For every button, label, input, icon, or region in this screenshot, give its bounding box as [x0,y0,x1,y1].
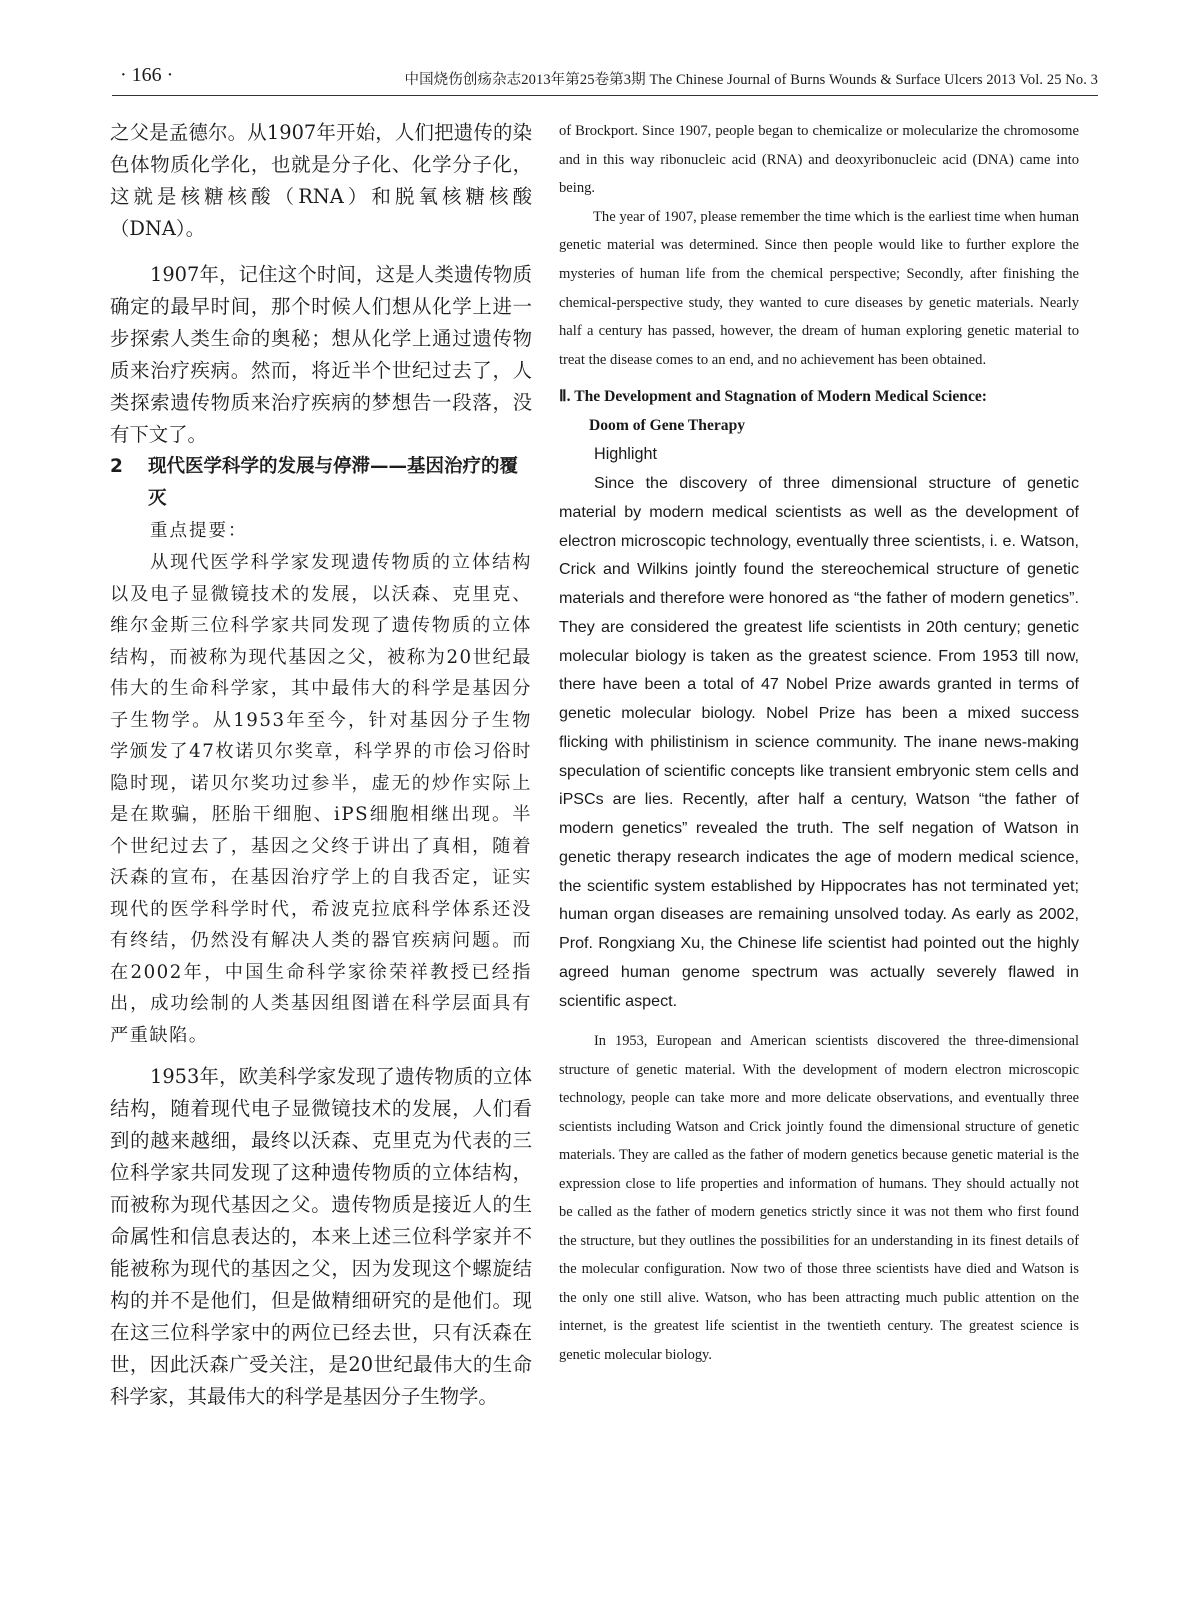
en-section-heading [559,382,1079,440]
en-section-title-line1: The Development and Stagnation of Modern Medical Science: [574,388,987,406]
en-paragraph-3: In 1953, European and American scientists discovered the three-dimensional structure of genetic material. With the development of modern electron microscopic technology, people can take more and more delicate observations, and eventually three scientists including Watson and Crick jointly found the dimensional structure of genetic materials. They are called as the father of modern genetics because genetic material is the expression close to life properties and information of humans. They should actually not be called as the father of modern genetics strictly since it was not them who first found the structure, but they outlines the possibilities for an understanding in its finest details of the molecular configuration. Now two of those three scientists have died and Watson is the only one still alive. Watson, who has been attracting much public attention on the internet, is the greatest life scientist in the twentieth century. The greatest science is genetic molecular biology. [559,1033,1079,1363]
en-paragraph-1: of Brockport. Since 1907, people began to chemicalize or molecularize the chromosome and in this way ribonucleic acid (RNA) and deoxyribonucleic acid (DNA) came into being. [559,123,1079,197]
journal-running-title: 中国烧伤创疡杂志2013年第25卷第3期 The Chinese Journal of Burns Wounds & Surface Ulcers 2013 Vol. 25 No. 3 [404,72,1098,88]
en-highlight-label: Highlight [594,445,657,464]
page-number: · 166 · [120,64,174,86]
cn-section-heading [110,451,532,515]
cn-section-title: 现代医学科学的发展与停滞——基因治疗的覆灭 [148,456,519,509]
en-highlight-abstract: Since the discovery of three dimensional structure of genetic material by modern medical scientists as well as the development of electron microscopic technology, eventually three scientists, i. e. Watson, Crick and Wilkins jointly found the stereochemical structure of genetic materials and therefore were honored as “the father of modern genetics”. They are considered the greatest life scientists in 20th century; genetic molecular biology is taken as the greatest science. From 1953 till now, there have been a total of 47 Nobel Prize awards granted in terms of genetic molecular biology. Nobel Prize has been a mixed success flicking with philistinism in science community. The inane news-making speculation of scientific concepts like transient embryonic stem cells and iPSCs are lies. Recently, after half a century, Watson “the father of modern genetics” revealed the truth. The self negation of Watson in genetic therapy research indicates the age of modern medical science, the scientific system established by Hippocrates has not terminated yet; human organ diseases are remaining unsolved today. As early as 2002, Prof. Rongxiang Xu, the Chinese life scientist had pointed out the highly agreed human genome spectrum was actually severely flawed in scientific aspect. [559,474,1079,1010]
en-section-title-line2: Doom of Gene Therapy [589,417,746,435]
cn-paragraph-3: 1953年，欧美科学家发现了遗传物质的立体结构，随着现代电子显微镜技术的发展，人们看到的越来越细，最终以沃森、克里克为代表的三位科学家共同发现了这种遗传物质的立体结构，而被称为现代基因之父。遗传物质是接近人的生命属性和信息表达的，本来上述三位科学家并不能被称为现代的基因之父，因为发现这个螺旋结构的并不是他们，但是做精细研究的是他们。现在这三位科学家中的两位已经去世，只有沃森在世，因此沃森广受关注，是20世纪最伟大的生命科学家，其最伟大的科学是基因分子生物学。 [110,1065,532,1408]
en-section-number: Ⅱ. [559,388,571,406]
page-header [0,56,1192,92]
en-paragraph-2: The year of 1907, please remember the time which is the earliest time when human genetic material was determined. Since then people would like to further explore the mysteries of human life from the chemical perspective; Secondly, after finishing the chemical-perspective study, they wanted to cure diseases by genetic materials. Nearly half a century has passed, however, the dream of human exploring genetic material to treat the disease comes to an end, and no achievement has been obtained. [559,208,1079,368]
header-rule [112,95,1098,96]
cn-section-number: 2 [110,456,123,477]
cn-highlight-abstract: 从现代医学科学家发现遗传物质的立体结构以及电子显微镜技术的发展，以沃森、克里克、维尔金斯三位科学家共同发现了遗传物质的立体结构，而被称为现代基因之父，被称为20世纪最伟大的生命科学家，其中最伟大的科学是基因分子生物学。从1953年至今，针对基因分子生物学颁发了47枚诺贝尔奖章，科学界的市侩习俗时隐时现，诺贝尔奖功过参半，虚无的炒作实际上是在欺骗，胚胎干细胞、iPS细胞相继出现。半个世纪过去了，基因之父终于讲出了真相，随着沃森的宣布，在基因治疗学上的自我否定，证实现代的医学科学时代，希波克拉底科学体系还没有终结，仍然没有解决人类的器官疾病问题。而在2002年，中国生命科学家徐荣祥教授已经指出，成功绘制的人类基因组图谱在科学层面具有严重缺陷。 [110,552,532,1046]
chinese-column [110,117,532,1413]
cn-paragraph-2: 1907年，记住这个时间，这是人类遗传物质确定的最早时间，那个时候人们想从化学上进一步探索人类生命的奥秘；想从化学上通过遗传物质来治疗疾病。然而，将近半个世纪过去了，人类探索遗传物质来治疗疾病的梦想告一段落，没有下文了。 [110,263,532,446]
cn-highlight-label: 重点提要： [150,521,248,541]
cn-paragraph-1: 之父是孟德尔。从1907年开始，人们把遗传的染色体物质化学化，也就是分子化、化学分子化，这就是核糖核酸（RNA）和脱氧核糖核酸（DNA）。 [110,121,532,240]
english-column [559,117,1079,1384]
